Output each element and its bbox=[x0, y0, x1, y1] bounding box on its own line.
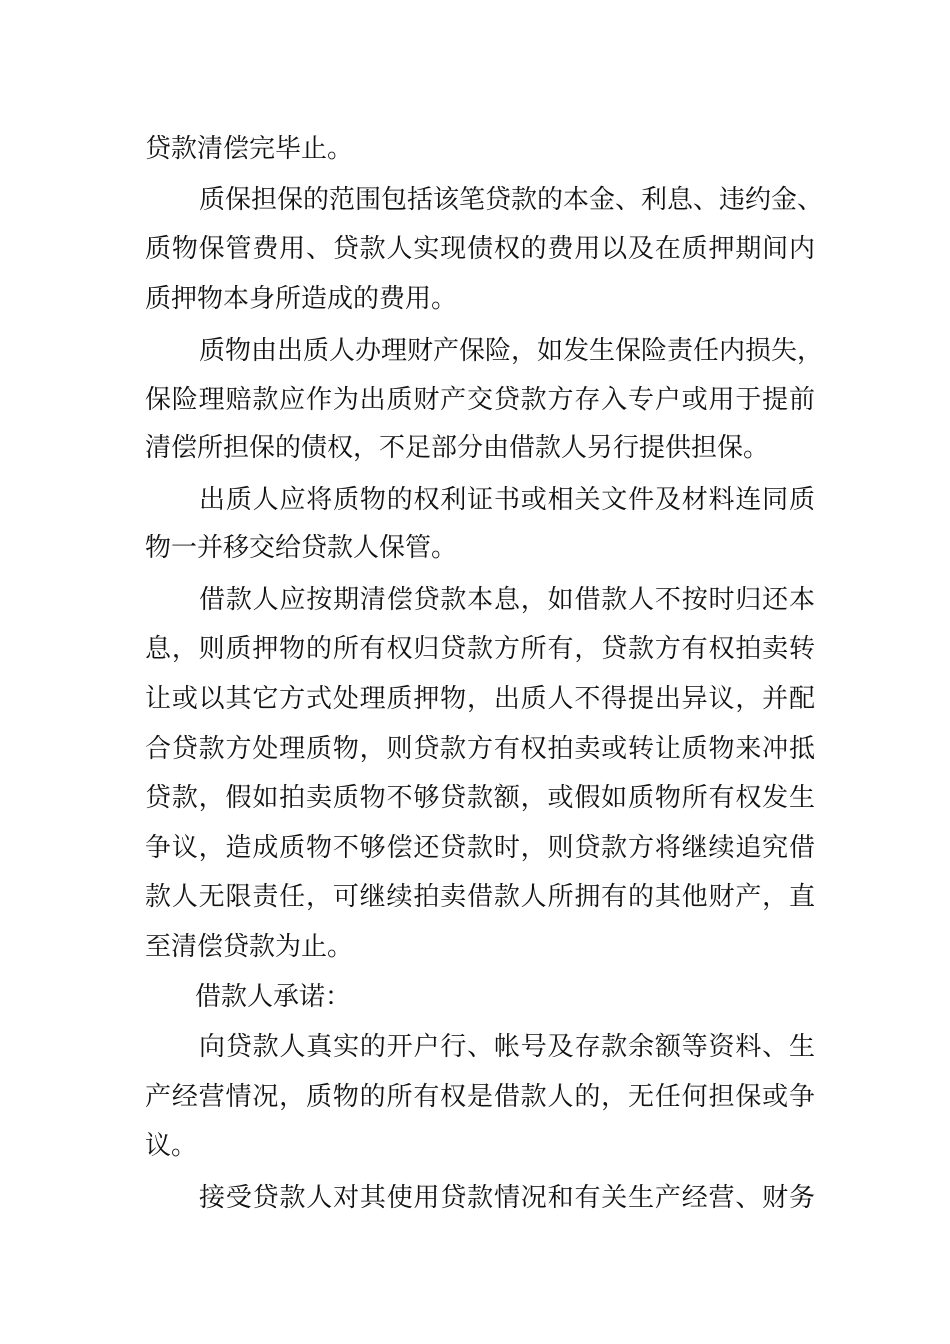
text-line: 产经营情况，质物的所有权是借款人的，无任何担保或争 bbox=[145, 1082, 815, 1112]
text-line: 借款人承诺： bbox=[195, 982, 352, 1012]
text-line: 质押物本身所造成的费用。 bbox=[145, 284, 458, 314]
text-line: 款人无限责任，可继续拍卖借款人所拥有的其他财产，直 bbox=[145, 882, 815, 912]
text-line: 贷款清偿完毕止。 bbox=[145, 134, 354, 164]
text-line: 合贷款方处理质物，则贷款方有权拍卖或转让质物来冲抵 bbox=[145, 734, 815, 764]
text-line: 向贷款人真实的开户行、帐号及存款余额等资料、生 bbox=[199, 1032, 815, 1062]
text-line: 物一并移交给贷款人保管。 bbox=[145, 533, 458, 563]
text-line: 让或以其它方式处理质押物，出质人不得提出异议，并配 bbox=[145, 684, 815, 714]
text-line: 借款人应按期清偿贷款本息，如借款人不按时归还本 bbox=[199, 585, 815, 615]
text-line: 接受贷款人对其使用贷款情况和有关生产经营、财务 bbox=[199, 1183, 815, 1213]
text-line: 议。 bbox=[145, 1131, 198, 1161]
text-line: 贷款，假如拍卖质物不够贷款额，或假如质物所有权发生 bbox=[145, 783, 815, 813]
text-line: 质物保管费用、贷款人实现债权的费用以及在质押期间内 bbox=[145, 234, 815, 264]
text-line: 保险理赔款应作为出质财产交贷款方存入专户或用于提前 bbox=[145, 385, 815, 415]
text-line: 至清偿贷款为止。 bbox=[145, 932, 354, 962]
text-line: 清偿所担保的债权，不足部分由借款人另行提供担保。 bbox=[145, 433, 770, 463]
text-line: 质物由出质人办理财产保险，如发生保险责任内损失， bbox=[199, 336, 824, 366]
text-line: 质保担保的范围包括该笔贷款的本金、利息、违约金、 bbox=[199, 185, 824, 215]
text-line: 争议，造成质物不够偿还贷款时，则贷款方将继续追究借 bbox=[145, 833, 815, 863]
text-line: 出质人应将质物的权利证书或相关文件及材料连同质 bbox=[199, 485, 815, 515]
text-line: 息，则质押物的所有权归贷款方所有，贷款方有权拍卖转 bbox=[145, 634, 815, 664]
